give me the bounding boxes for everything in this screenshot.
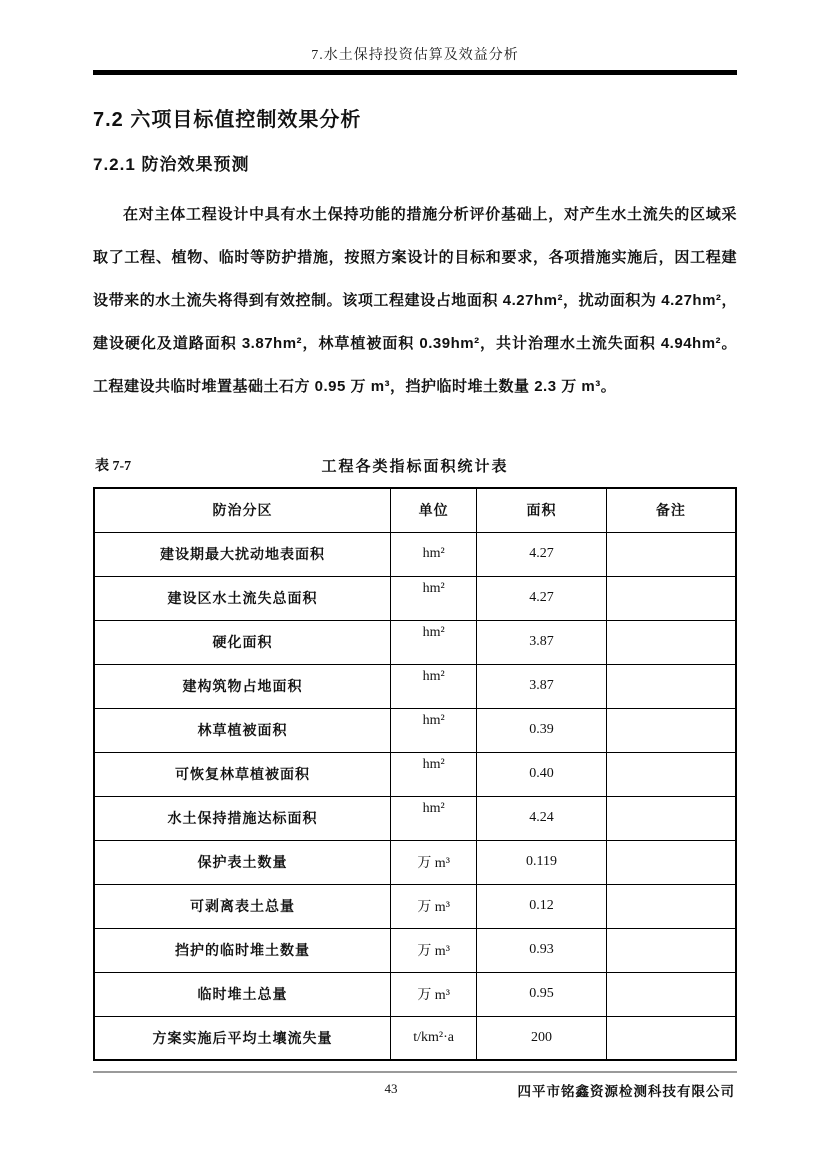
cell-unit: hm² — [391, 620, 477, 664]
cell-area: 4.24 — [477, 796, 607, 840]
cell-note — [606, 664, 736, 708]
cell-unit: hm² — [391, 796, 477, 840]
cell-area: 3.87 — [477, 620, 607, 664]
cell-category: 保护表土数量 — [94, 840, 391, 884]
table-row — [94, 840, 736, 884]
running-header-title: 7.水土保持投资估算及效益分析 — [311, 48, 519, 63]
cell-unit: hm² — [391, 664, 477, 708]
table-row — [94, 620, 736, 664]
cell-unit: t/km²·a — [391, 1016, 477, 1060]
cell-area: 0.40 — [477, 752, 607, 796]
table-row — [94, 664, 736, 708]
cell-unit: hm² — [391, 576, 477, 620]
table-header-row — [94, 488, 736, 532]
cell-category: 林草植被面积 — [94, 708, 391, 752]
table-row — [94, 752, 736, 796]
cell-area: 4.27 — [477, 576, 607, 620]
cell-note — [606, 620, 736, 664]
cell-note — [606, 1016, 736, 1060]
cell-unit: 万 m³ — [391, 884, 477, 928]
body-paragraph: 在对主体工程设计中具有水土保持功能的措施分析评价基础上，对产生水土流失的区域采取了工程、植物、临时等防护措施，按照方案设计的目标和要求，各项措施实施后，因工程建设带来的水土流失将得到有效控制。该项工程建设占地面积 4.27hm²，扰动面积为 4.27hm²，建设硬化及道路面积 3.87hm²，林草植被面积 0.39hm²，共计治理水土流失面积 4.94hm²。工程建设共临时堆置基础土石方 0.95 万 m³，挡护临时堆土数量 2.3 万 m³。 — [93, 206, 737, 395]
cell-note — [606, 708, 736, 752]
cell-category: 可剥离表土总量 — [94, 884, 391, 928]
column-header-unit: 单位 — [391, 488, 477, 532]
cell-category: 可恢复林草植被面积 — [94, 752, 391, 796]
cell-area: 0.119 — [477, 840, 607, 884]
cell-note — [606, 796, 736, 840]
page-number: 43 — [384, 1081, 398, 1096]
cell-area: 3.87 — [477, 664, 607, 708]
table-row — [94, 972, 736, 1016]
header-double-rule — [93, 70, 737, 75]
cell-category: 临时堆土总量 — [94, 972, 391, 1016]
table-body — [94, 532, 736, 1060]
statistics-table-container — [93, 487, 737, 1061]
cell-category: 挡护的临时堆土数量 — [94, 928, 391, 972]
cell-note — [606, 576, 736, 620]
table-caption-label: 表 7-7 — [95, 459, 132, 474]
cell-area: 0.95 — [477, 972, 607, 1016]
cell-category: 水土保持措施达标面积 — [94, 796, 391, 840]
footer-rule — [93, 1071, 737, 1073]
cell-note — [606, 532, 736, 576]
table-caption-title: 工程各类指标面积统计表 — [321, 458, 509, 475]
table-head — [94, 488, 736, 532]
table-caption — [93, 455, 737, 477]
table-row — [94, 532, 736, 576]
cell-unit: 万 m³ — [391, 840, 477, 884]
cell-note — [606, 840, 736, 884]
table-row — [94, 796, 736, 840]
subsection-heading: 7.2.1 防治效果预测 — [93, 155, 250, 174]
cell-note — [606, 884, 736, 928]
table-row — [94, 1016, 736, 1060]
table-row — [94, 708, 736, 752]
table-row — [94, 928, 736, 972]
cell-unit: 万 m³ — [391, 928, 477, 972]
cell-note — [606, 752, 736, 796]
cell-note — [606, 928, 736, 972]
cell-category: 方案实施后平均土壤流失量 — [94, 1016, 391, 1060]
cell-area: 200 — [477, 1016, 607, 1060]
cell-category: 硬化面积 — [94, 620, 391, 664]
table-row — [94, 884, 736, 928]
column-header-note: 备注 — [606, 488, 736, 532]
cell-unit: hm² — [391, 708, 477, 752]
cell-unit: hm² — [391, 752, 477, 796]
cell-category: 建构筑物占地面积 — [94, 664, 391, 708]
cell-category: 建设区水土流失总面积 — [94, 576, 391, 620]
cell-unit: 万 m³ — [391, 972, 477, 1016]
cell-area: 4.27 — [477, 532, 607, 576]
footer-company-name: 四平市铭鑫资源检测科技有限公司 — [517, 1084, 735, 1099]
statistics-table — [93, 487, 737, 1061]
cell-area: 0.12 — [477, 884, 607, 928]
column-header-area: 面积 — [477, 488, 607, 532]
column-header-category: 防治分区 — [94, 488, 391, 532]
cell-category: 建设期最大扰动地表面积 — [94, 532, 391, 576]
cell-note — [606, 972, 736, 1016]
cell-unit: hm² — [391, 532, 477, 576]
page-footer — [93, 1080, 737, 1100]
section-heading: 7.2 六项目标值控制效果分析 — [93, 109, 362, 131]
cell-area: 0.93 — [477, 928, 607, 972]
table-row — [94, 576, 736, 620]
cell-area: 0.39 — [477, 708, 607, 752]
